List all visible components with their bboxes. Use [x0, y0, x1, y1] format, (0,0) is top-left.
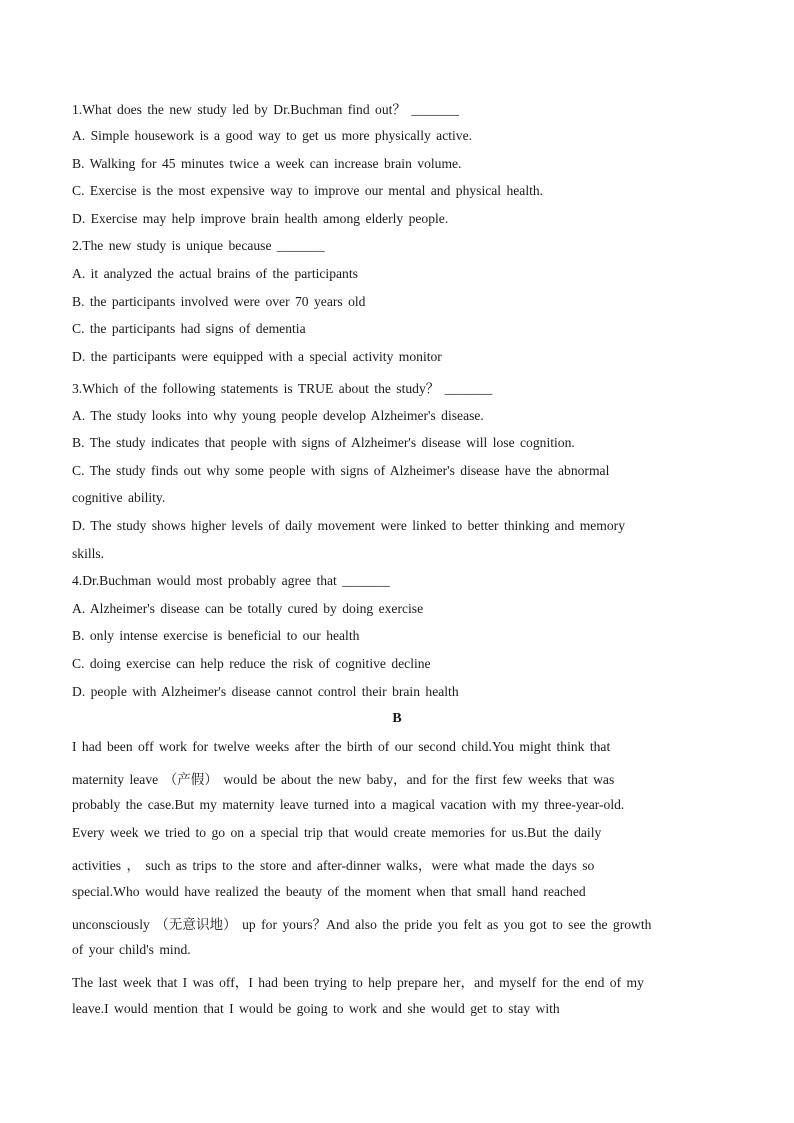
question-3-option-d-cont: skills. — [72, 546, 105, 561]
question-3-option-b: B. The study indicates that people with signs of Alzheimer's disease will lose cognition. — [72, 435, 575, 450]
passage-line: unconsciously （无意识地） up for yours？And also the pride you felt as you got to see the growth — [72, 917, 652, 932]
question-2-stem: 2.The new study is unique because _______ — [72, 238, 325, 253]
section-b-heading: B — [392, 711, 402, 726]
passage-line: special.Who would have realized the beauty of the moment when that small hand reached — [72, 884, 586, 899]
passage-line: probably the case.But my maternity leave turned into a magical vacation with my three-year-old. — [72, 797, 625, 812]
passage-line: maternity leave （产假） would be about the new baby，and for the first few weeks that was — [72, 772, 615, 787]
question-2-option-d: D. the participants were equipped with a special activity monitor — [72, 349, 442, 364]
question-4-option-c: C. doing exercise can help reduce the risk of cognitive decline — [72, 656, 431, 671]
question-1-stem: 1.What does the new study led by Dr.Buchman find out？ _______ — [72, 102, 459, 117]
passage-line: The last week that I was off，I had been trying to help prepare her，and myself for the end of my — [72, 975, 644, 990]
question-2-option-c: C. the participants had signs of dementia — [72, 321, 306, 336]
passage-line: I had been off work for twelve weeks after the birth of our second child.You might think that — [72, 739, 611, 754]
passage-line: leave.I would mention that I would be going to work and she would get to stay with — [72, 1001, 560, 1016]
question-4-option-b: B. only intense exercise is beneficial to our health — [72, 628, 360, 643]
passage-line: of your child's mind. — [72, 942, 191, 957]
question-1-option-b: B. Walking for 45 minutes twice a week can increase brain volume. — [72, 156, 462, 171]
passage-line: Every week we tried to go on a special trip that would create memories for us.But the daily — [72, 825, 602, 840]
question-3-stem: 3.Which of the following statements is TRUE about the study？ _______ — [72, 381, 493, 396]
question-1-option-d: D. Exercise may help improve brain health among elderly people. — [72, 211, 449, 226]
question-3-option-a: A. The study looks into why young people develop Alzheimer's disease. — [72, 408, 484, 423]
question-3-option-c: C. The study finds out why some people with signs of Alzheimer's disease have the abnormal — [72, 463, 610, 478]
passage-line: activities ， such as trips to the store and after-dinner walks，were what made the days so — [72, 858, 595, 873]
question-1-option-c: C. Exercise is the most expensive way to improve our mental and physical health. — [72, 183, 544, 198]
question-3-option-c-cont: cognitive ability. — [72, 490, 166, 505]
question-3-option-d: D. The study shows higher levels of daily movement were linked to better thinking and memory — [72, 518, 626, 533]
question-4-stem: 4.Dr.Buchman would most probably agree that _______ — [72, 573, 390, 588]
question-4-option-a: A. Alzheimer's disease can be totally cured by doing exercise — [72, 601, 424, 616]
question-2-option-b: B. the participants involved were over 70 years old — [72, 294, 366, 309]
question-4-option-d: D. people with Alzheimer's disease cannot control their brain health — [72, 684, 459, 699]
question-1-option-a: A. Simple housework is a good way to get us more physically active. — [72, 128, 473, 143]
question-2-option-a: A. it analyzed the actual brains of the participants — [72, 266, 358, 281]
